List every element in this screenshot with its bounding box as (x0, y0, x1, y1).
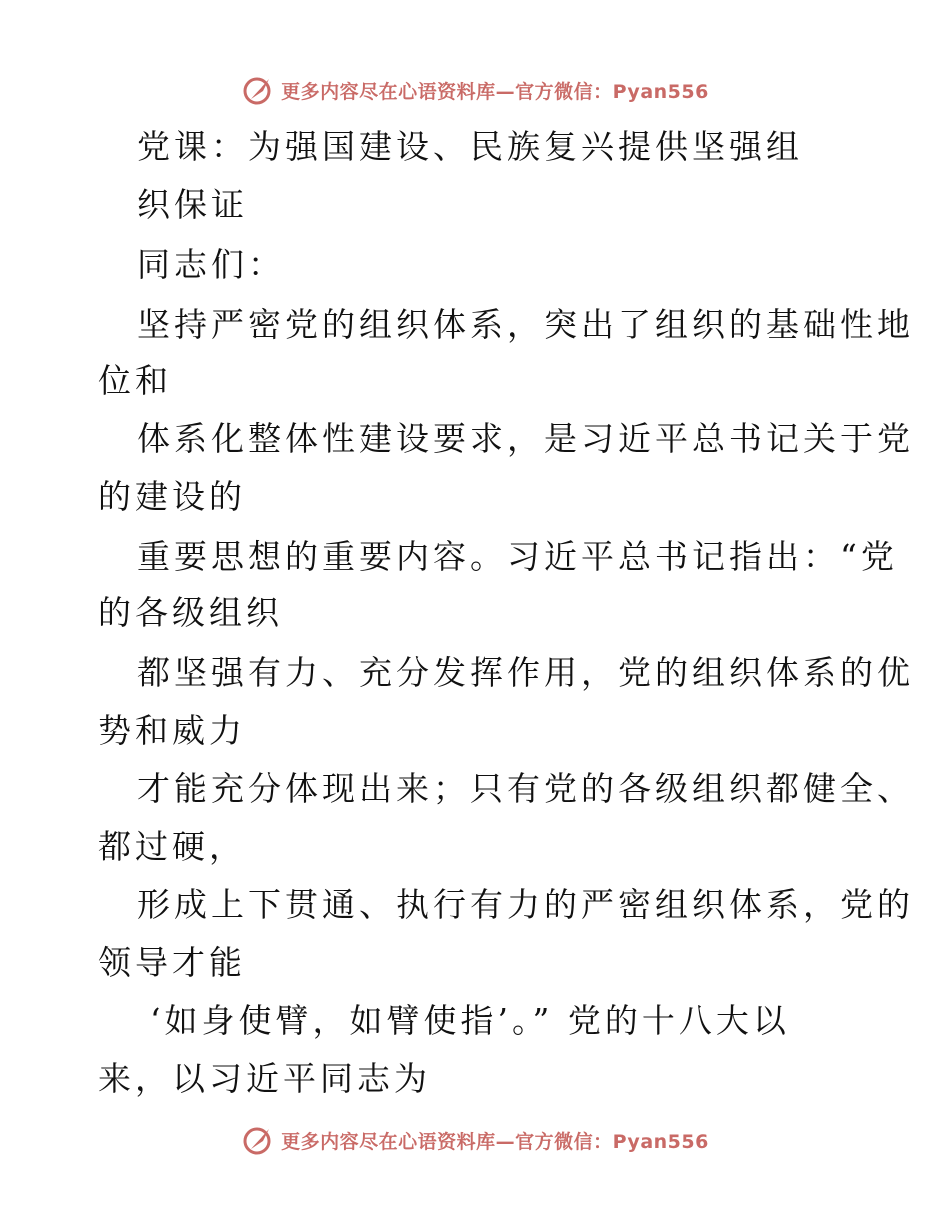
paragraph-line: 都坚强有力、充分发挥作用，党的组织体系的优 (137, 653, 914, 692)
feather-circle-logo-icon (241, 73, 275, 107)
paragraph-line: 形成上下贯通、执行有力的严密组织体系，党的 (137, 885, 914, 924)
paragraph-line: 重要思想的重要内容。习近平总书记指出：“党 (137, 537, 898, 576)
paragraph-line: ‘如身使臂，如臂使指’。” 党的十八大以 (150, 1001, 790, 1040)
salutation: 同志们： (137, 245, 285, 284)
paragraph-line: 坚持严密党的组织体系，突出了组织的基础性地 (137, 305, 914, 344)
document-title-line-1: 党课：为强国建设、民族复兴提供坚强组 (137, 127, 803, 166)
feather-circle-logo-icon (241, 1123, 275, 1157)
paragraph-line: 位和 (98, 361, 172, 400)
paragraph-line: 的建设的 (98, 477, 246, 516)
watermark-text: 更多内容尽在心语资料库—官方微信：Pyan556 (281, 1130, 709, 1153)
watermark-banner-bottom (0, 1122, 950, 1158)
paragraph-line: 才能充分体现出来；只有党的各级组织都健全、 (137, 769, 914, 808)
watermark-text: 更多内容尽在心语资料库—官方微信：Pyan556 (281, 80, 709, 103)
paragraph-line: 都过硬， (98, 827, 246, 866)
paragraph-line: 体系化整体性建设要求，是习近平总书记关于党 (137, 419, 914, 458)
paragraph-line: 来，以习近平同志为 (98, 1059, 431, 1098)
watermark-banner-top (0, 72, 950, 108)
document-title-line-2: 织保证 (137, 185, 248, 224)
paragraph-line: 的各级组织 (98, 593, 283, 632)
paragraph-line: 势和威力 (98, 711, 246, 750)
paragraph-line: 领导才能 (98, 943, 246, 982)
